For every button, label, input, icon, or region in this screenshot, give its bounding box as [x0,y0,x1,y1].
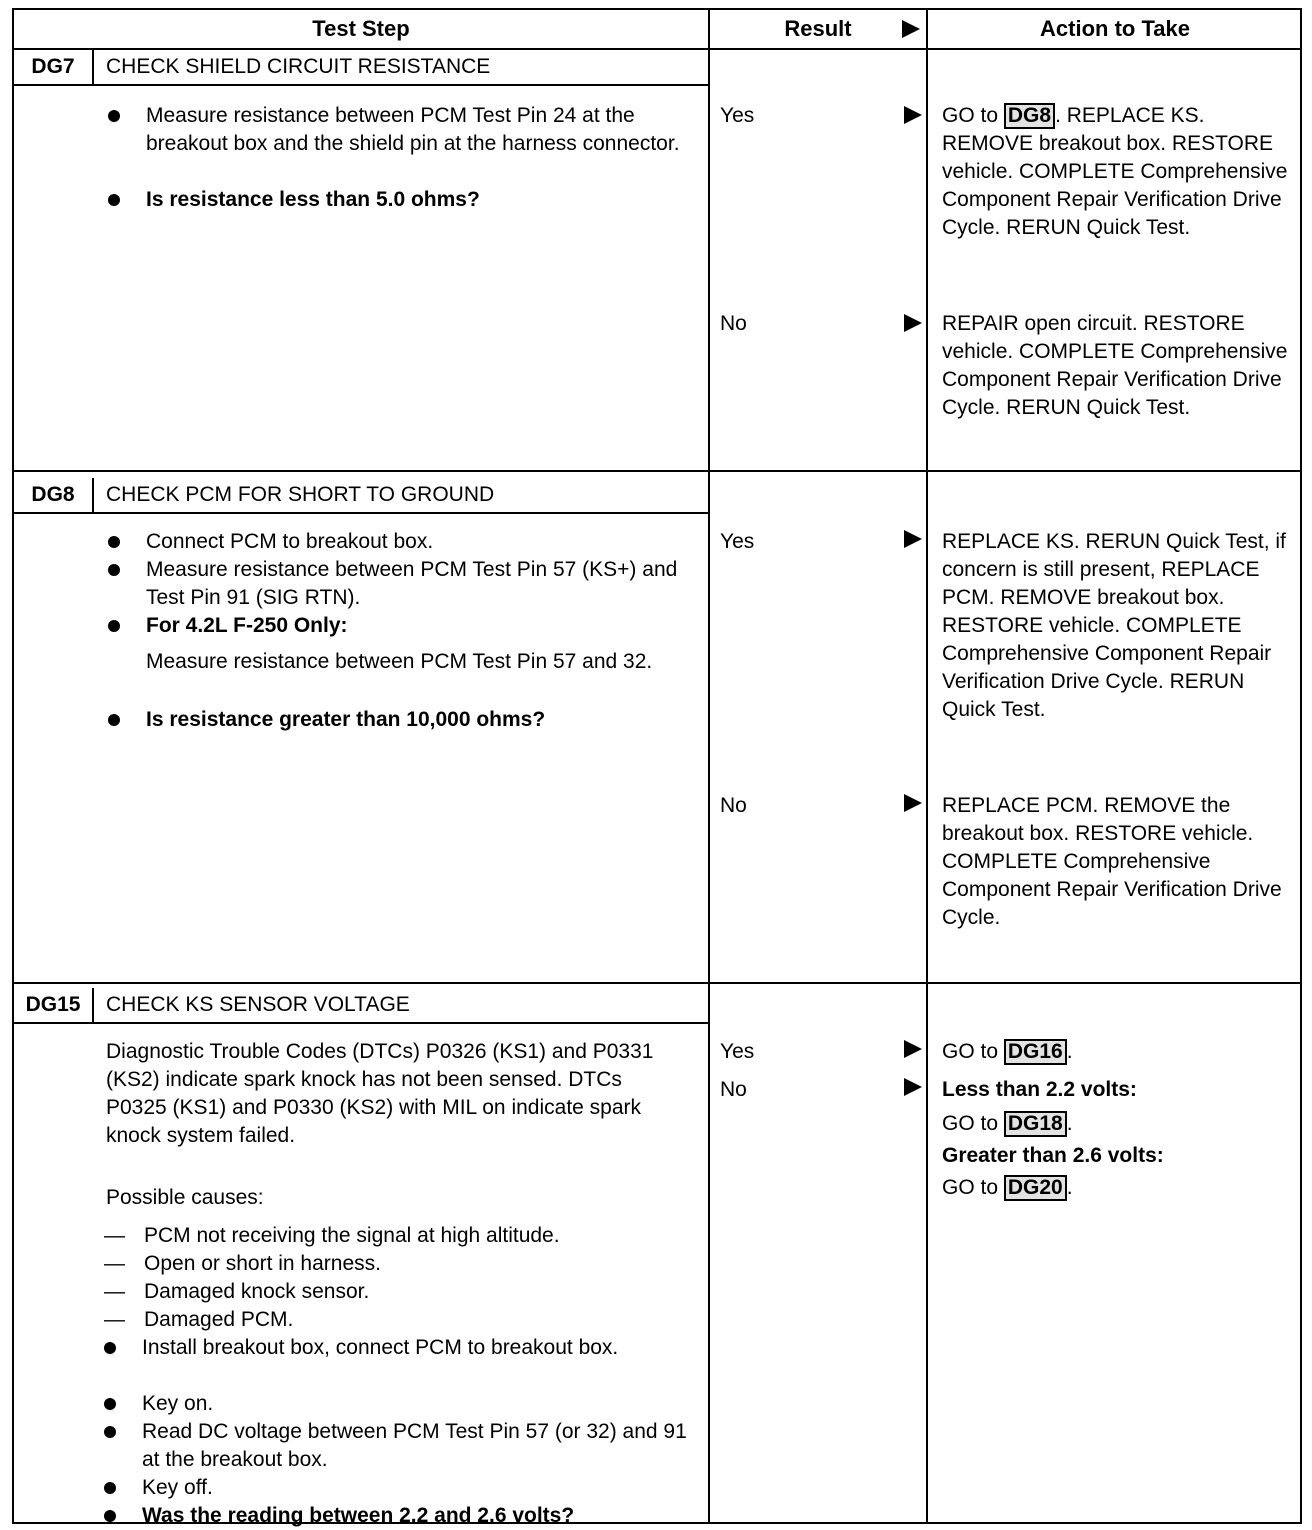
arrow-icon [904,1040,922,1058]
result-yes: Yes [720,530,755,553]
step-id: DG8 [14,478,94,512]
cause-item: Open or short in harness. [144,1252,381,1275]
section-title-bar [14,988,708,1024]
step-instruction: Measure resistance between PCM Test Pin 57 and 32. [146,650,653,673]
step-reference-link[interactable]: DG20 [1004,1175,1067,1201]
action-no-low: GO to DG18 . [942,1112,1073,1135]
action-text: GO to [942,1040,999,1063]
step-instruction: Key off. [142,1476,213,1499]
step-title: CHECK PCM FOR SHORT TO GROUND [106,483,495,506]
action-text: GO to [942,1176,999,1199]
arrow-icon [902,20,920,38]
arrow-icon [904,106,922,124]
dash-icon: — [104,1308,125,1331]
header-test-step: Test Step [312,16,410,41]
result-yes: Yes [720,104,755,127]
step-question: Was the reading between 2.2 and 2.6 volts? [142,1504,575,1527]
arrow-icon [904,1078,922,1096]
step-reference-link[interactable]: DG16 [1004,1039,1067,1065]
arrow-icon [904,794,922,812]
step-intro: Diagnostic Trouble Codes (DTCs) P0326 (KS1) and P0331 (KS2) indicate spark knock has not been sensed. DTCs P0325 (KS1) and P0330 (KS2) with MIL on indicate spark knock system failed. [106,1040,654,1147]
step-instruction: Connect PCM to breakout box. [146,530,434,553]
step-note: For 4.2L F-250 Only: [146,614,348,637]
action-text: GO to [942,104,999,127]
section-dg7 [14,50,1300,470]
arrow-icon [904,530,922,548]
step-id: DG7 [14,50,94,84]
step-question: Is resistance greater than 10,000 ohms? [146,708,546,731]
section-divider [14,470,1300,472]
action-yes [942,102,1298,242]
dash-icon: — [104,1224,125,1247]
header-action: Action to Take [1040,16,1190,41]
section-dg15 [14,988,1300,1527]
cause-item: Damaged PCM. [144,1308,294,1331]
step-reference-link[interactable]: DG8 [1004,103,1055,129]
section-dg8 [14,478,1300,982]
step-reference-link[interactable]: DG18 [1004,1111,1067,1137]
arrow-icon [904,314,922,332]
action-yes: REPLACE KS. RERUN Quick Test, if concern is still present, REPLACE PCM. REMOVE breakout box. RESTORE vehicle. COMPLETE Comprehensive Component Repair Verification Drive Cycle. RERUN Quick Test. [942,530,1286,721]
header-result: Result [784,16,852,41]
action-condition: Less than 2.2 volts: [942,1078,1137,1101]
action-no-high: GO to DG20 . [942,1176,1073,1199]
result-no: No [720,794,747,817]
action-no: REPLACE PCM. REMOVE the breakout box. RESTORE vehicle. COMPLETE Comprehensive Component Repair Verification Drive Cycle. [942,794,1282,929]
action-yes: GO to DG16 . [942,1040,1073,1063]
step-title: CHECK KS SENSOR VOLTAGE [106,993,410,1016]
step-instruction: Key on. [142,1392,214,1415]
table-header [14,10,1300,50]
dash-icon: — [104,1252,125,1275]
cause-item: Damaged knock sensor. [144,1280,370,1303]
section-divider [14,982,1300,984]
causes-label: Possible causes: [106,1186,264,1209]
step-title: CHECK SHIELD CIRCUIT RESISTANCE [106,55,491,78]
dash-icon: — [104,1280,125,1303]
action-text: GO to [942,1112,999,1135]
step-instruction: Measure resistance between PCM Test Pin 24 at the breakout box and the shield pin at the harness connector. [146,104,680,155]
action-no: REPAIR open circuit. RESTORE vehicle. COMPLETE Comprehensive Component Repair Verification Drive Cycle. RERUN Quick Test. [942,312,1288,419]
step-instruction: Measure resistance between PCM Test Pin 57 (KS+) and Test Pin 91 (SIG RTN). [146,558,678,609]
action-text: . REPLACE KS. REMOVE breakout box. RESTORE vehicle. COMPLETE Comprehensive Component Repair Verification Drive Cycle. RERUN Quick Test. [942,104,1288,239]
step-instruction: Install breakout box, connect PCM to breakout box. [142,1336,619,1359]
cause-item: PCM not receiving the signal at high altitude. [144,1224,560,1247]
result-no: No [720,1078,747,1101]
section-title-bar [14,478,708,514]
section-title-bar [14,50,708,86]
step-instruction: Read DC voltage between PCM Test Pin 57 (or 32) and 91 at the breakout box. [142,1420,687,1471]
result-no: No [720,312,747,335]
result-yes: Yes [720,1040,755,1063]
step-question: Is resistance less than 5.0 ohms? [146,188,480,211]
action-condition: Greater than 2.6 volts: [942,1144,1164,1167]
step-id: DG15 [14,988,94,1022]
diagnostic-table [12,8,1302,1527]
